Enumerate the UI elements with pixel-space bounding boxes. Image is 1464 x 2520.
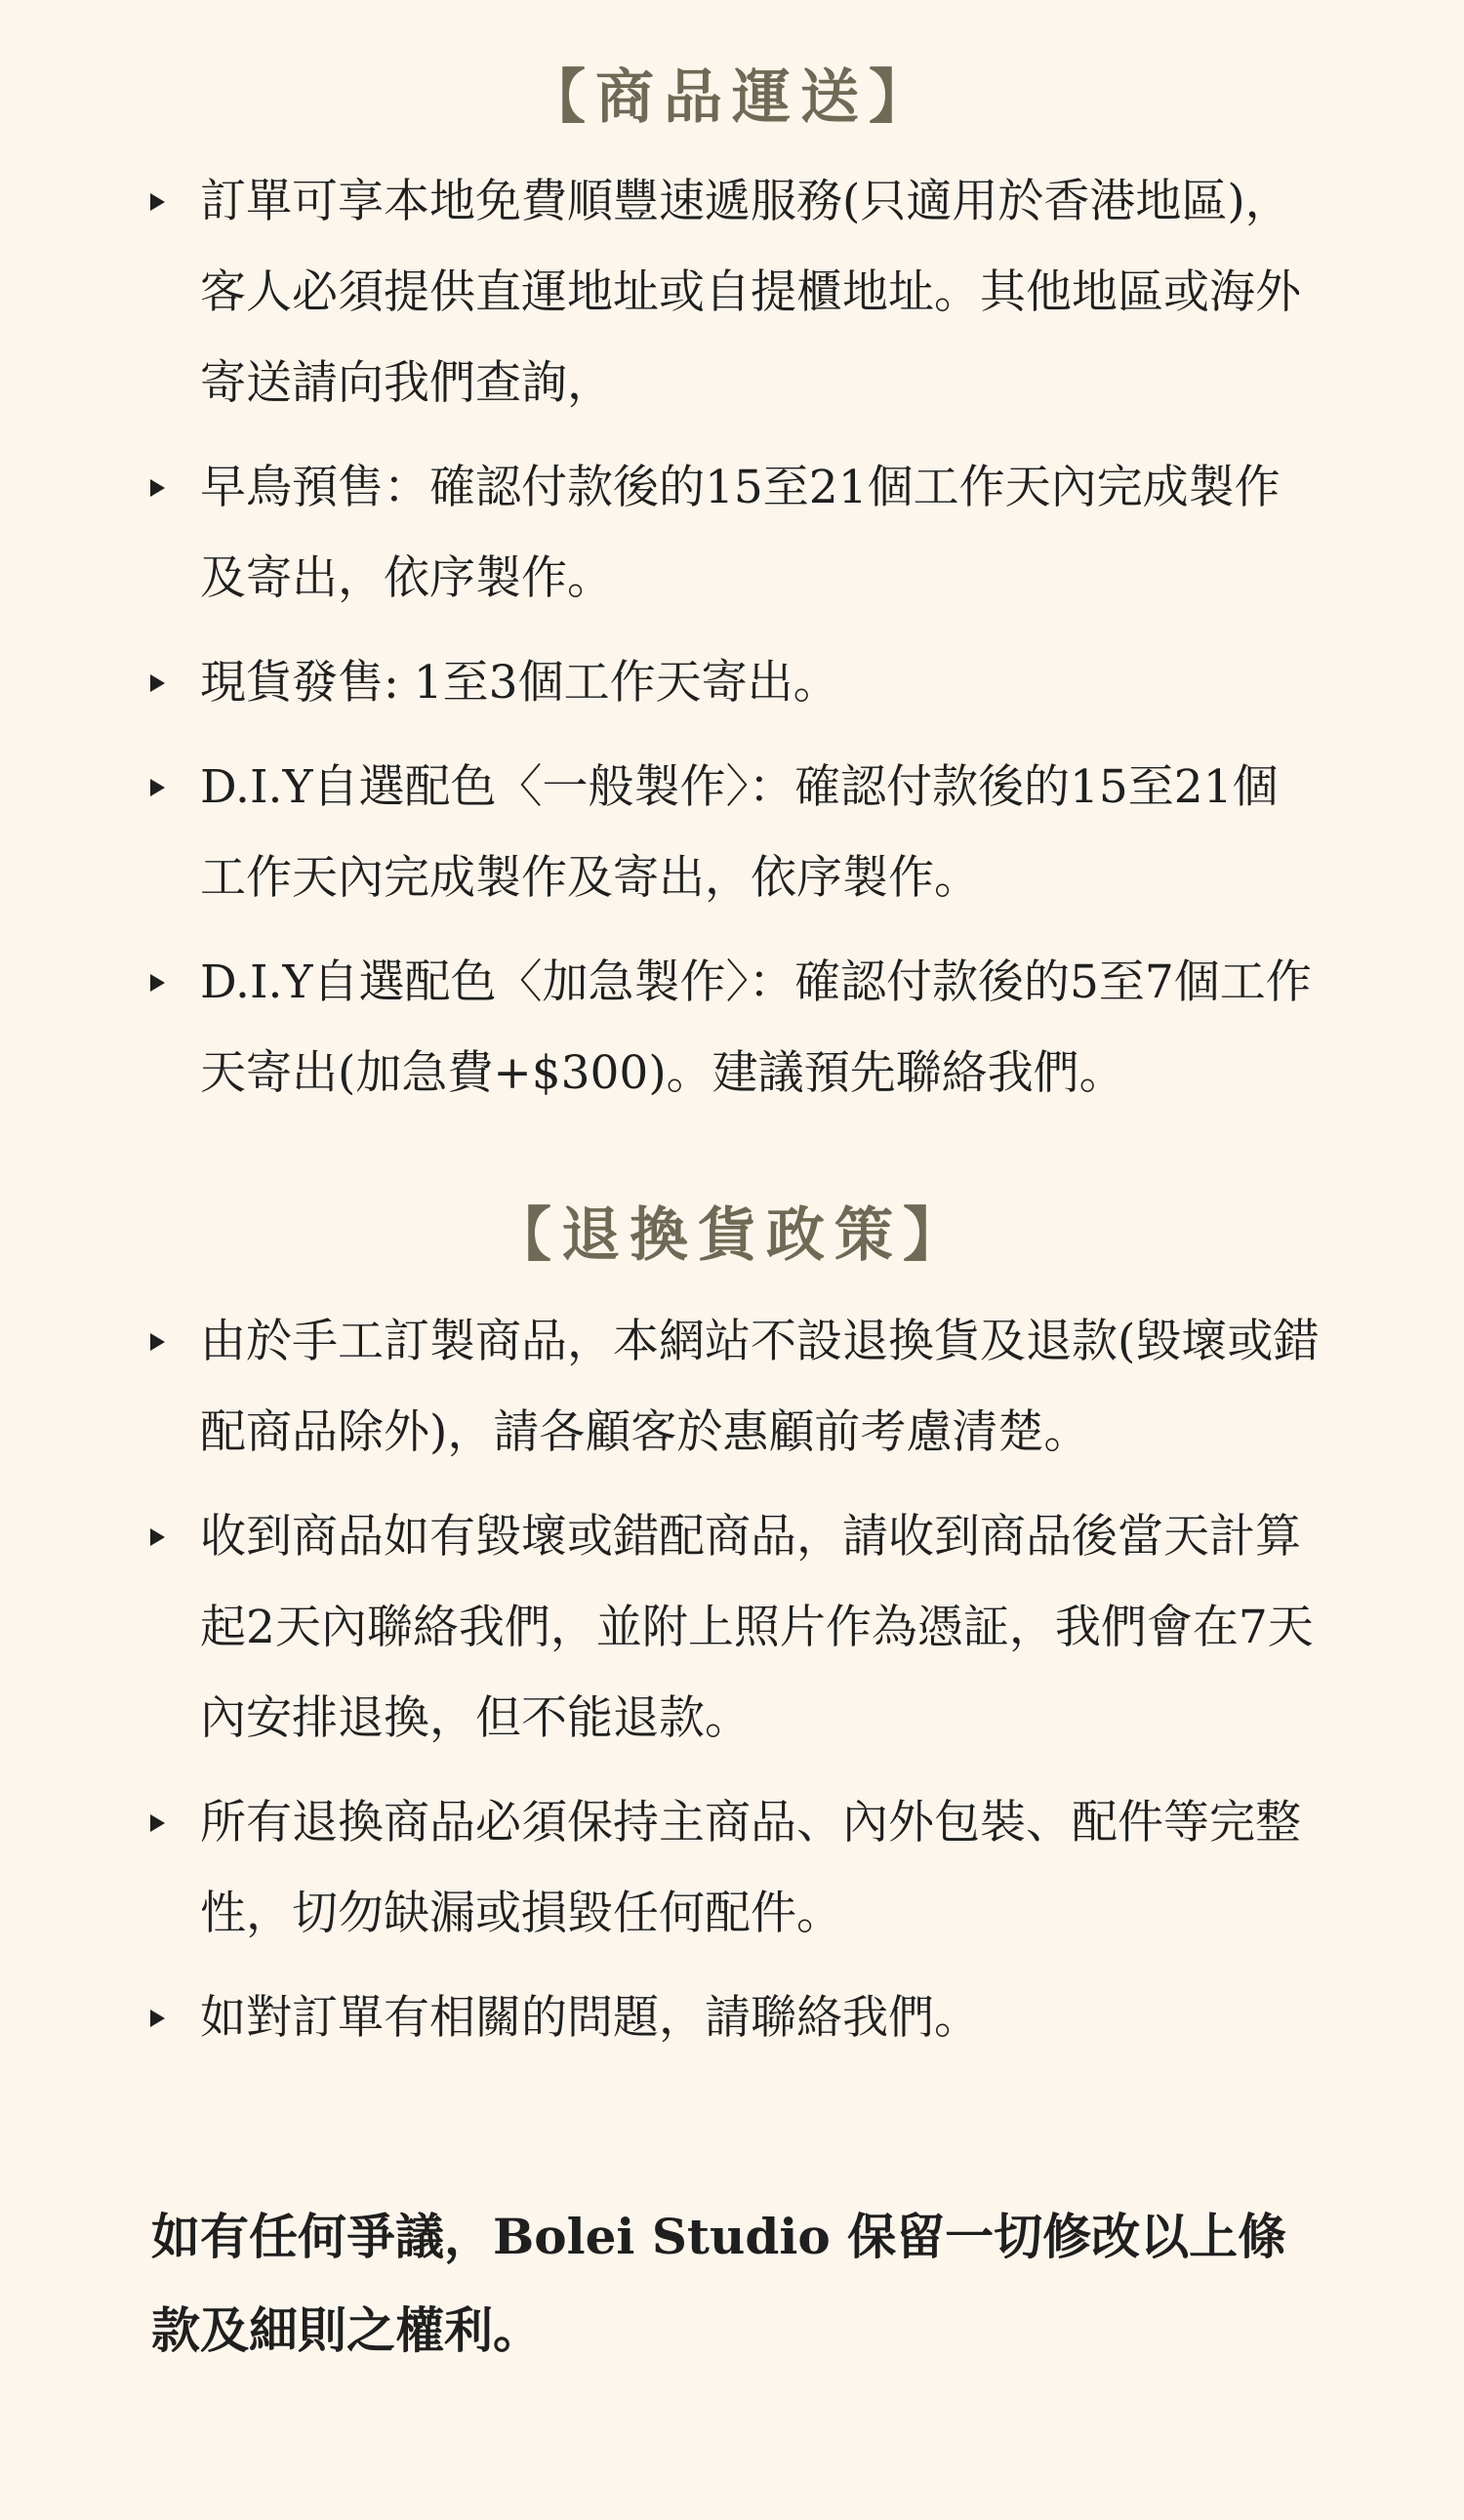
disclaimer-note: 如有任何爭議，Bolei Studio 保留一切修改以上條款及細則之權利。 (151, 2208, 1287, 2359)
shipping-item-diy-rush: D.I.Y自選配色〈加急製作〉：確認付款後的5至7個工作天寄出(加急費+$300)。建議預先聯絡我們。 (200, 937, 1320, 1118)
returns-item-no-refund: 由於手工訂製商品，本網站不設退換貨及退款(毀壞或錯配商品除外)，請各顧客於惠顧前考慮清楚。 (200, 1296, 1320, 1478)
returns-section-title: 【退換貨政策】 (493, 1201, 971, 1270)
shipping-item-diy-normal: D.I.Y自選配色〈一般製作〉：確認付款後的15至21個工作天內完成製作及寄出，依序製作。 (200, 742, 1320, 923)
shipping-item-in-stock: 現貨發售: 1至3個工作天寄出。 (200, 637, 1320, 728)
returns-item-condition: 所有退換商品必須保持主商品、內外包裝、配件等完整性，切勿缺漏或損毀任何配件。 (200, 1777, 1320, 1959)
shipping-section-title: 【商品運送】 (527, 63, 937, 132)
returns-item-contact: 如對訂單有相關的問題，請聯絡我們。 (200, 1972, 1320, 2063)
shipping-list (0, 156, 1464, 1118)
returns-list (0, 1296, 1464, 2063)
shipping-item-free-delivery: 訂單可享本地免費順豐速遞服務(只適用於香港地區)，客人必須提供直運地址或自提櫃地址。其他地區或海外寄送請向我們查詢， (200, 156, 1320, 428)
shipping-item-early-bird: 早鳥預售：確認付款後的15至21個工作天內完成製作及寄出，依序製作。 (200, 442, 1320, 624)
returns-item-damaged: 收到商品如有毀壞或錯配商品，請收到商品後當天計算起2天內聯絡我們，並附上照片作為憑証，我們會在7天內安排退換，但不能退款。 (200, 1491, 1320, 1764)
